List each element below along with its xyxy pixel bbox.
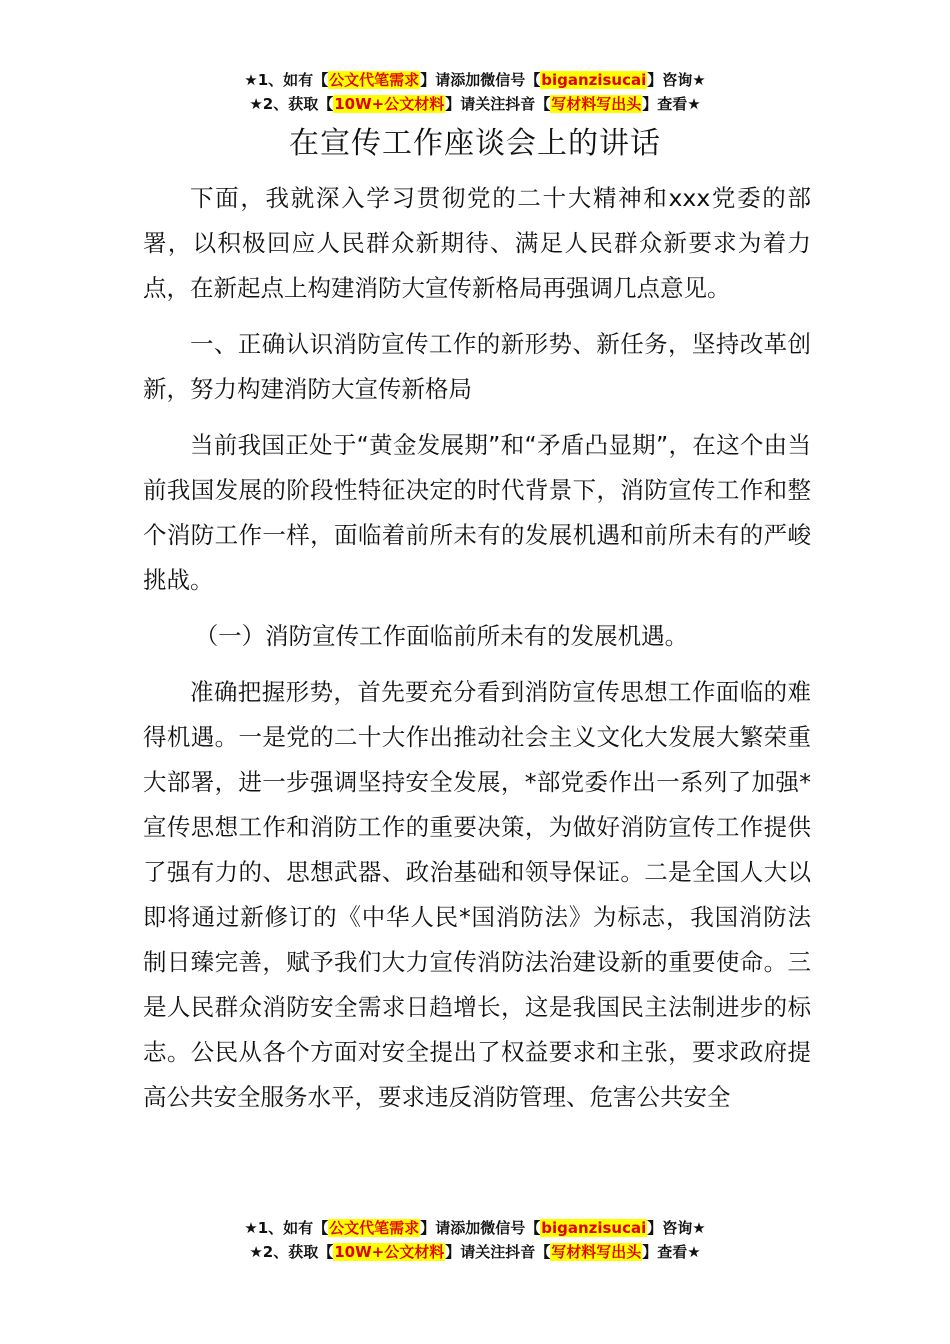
section-heading-1: 一、正确认识消防宣传工作的新形势、新任务，坚持改革创新，努力构建消防大宣传新格局 <box>143 330 811 403</box>
paragraph-context: 当前我国正处于“黄金发展期”和“矛盾凸显期”，在这个由当前我国发展的阶段性特征决定的时代背景下，消防宣传工作和整个消防工作一样，面临着前所未有的发展机遇和前所未有的严峻挑战。 <box>143 431 811 594</box>
banner-highlight-douyin: 写材料写出头 <box>551 95 642 113</box>
header-banner-line-1 <box>0 68 950 92</box>
banner-text: 】请关注抖音【 <box>445 1243 551 1261</box>
banner-text: 】咨询★ <box>647 71 706 89</box>
banner-text: ★2、获取【 <box>249 1243 334 1261</box>
footer-banner-line-2 <box>0 1240 950 1264</box>
document-title: 在宣传工作座谈会上的讲话 <box>289 126 661 161</box>
banner-text: 】查看★ <box>642 95 701 113</box>
banner-text: ★1、如有【 <box>244 1219 329 1237</box>
document-body <box>143 176 811 1131</box>
banner-text: 】请关注抖音【 <box>445 95 551 113</box>
banner-highlight: 10W+公文材料 <box>334 1243 445 1261</box>
header-banner <box>0 68 950 116</box>
banner-highlight-douyin: 写材料写出头 <box>551 1243 642 1261</box>
footer-banner-line-1 <box>0 1216 950 1240</box>
banner-text: 】查看★ <box>642 1243 701 1261</box>
footer-banner <box>0 1216 950 1264</box>
banner-highlight: 公文代笔需求 <box>329 71 420 89</box>
banner-highlight-wechat-id: biganzisucai <box>541 1219 647 1237</box>
banner-text: ★1、如有【 <box>244 71 329 89</box>
banner-text: 】请添加微信号【 <box>420 1219 541 1237</box>
banner-text: 】请添加微信号【 <box>420 71 541 89</box>
banner-highlight: 公文代笔需求 <box>329 1219 420 1237</box>
paragraph-intro: 下面，我就深入学习贯彻党的二十大精神和xxx党委的部署，以积极回应人民群众新期待、满足人民群众新要求为着力点，在新起点上构建消防大宣传新格局再强调几点意见。 <box>143 184 811 302</box>
header-banner-line-2 <box>0 92 950 116</box>
banner-highlight: 10W+公文材料 <box>334 95 445 113</box>
paragraph-opportunities: 准确把握形势，首先要充分看到消防宣传思想工作面临的难得机遇。一是党的二十大作出推动社会主义文化大发展大繁荣重大部署，进一步强调坚持安全发展，*部党委作出一系列了加强*宣传思想工作和消防工作的重要决策，为做好消防宣传工作提供了强有力的、思想武器、政治基础和领导保证。二是全国人大以即将通过新修订的《中华人民*国消防法》为标志，我国消防法制日臻完善，赋予我们大力宣传消防法治建设新的重要使命。三是人民群众消防安全需求日趋增长，这是我国民主法制进步的标志。公民从各个方面对安全提出了权益要求和主张，要求政府提高公共安全服务水平，要求违反消防管理、危害公共安全 <box>143 678 811 1111</box>
banner-text: 】咨询★ <box>647 1219 706 1237</box>
banner-text: ★2、获取【 <box>249 95 334 113</box>
subsection-heading-1: （一）消防宣传工作面临前所未有的发展机遇。 <box>194 622 689 650</box>
banner-highlight-wechat-id: biganzisucai <box>541 71 647 89</box>
